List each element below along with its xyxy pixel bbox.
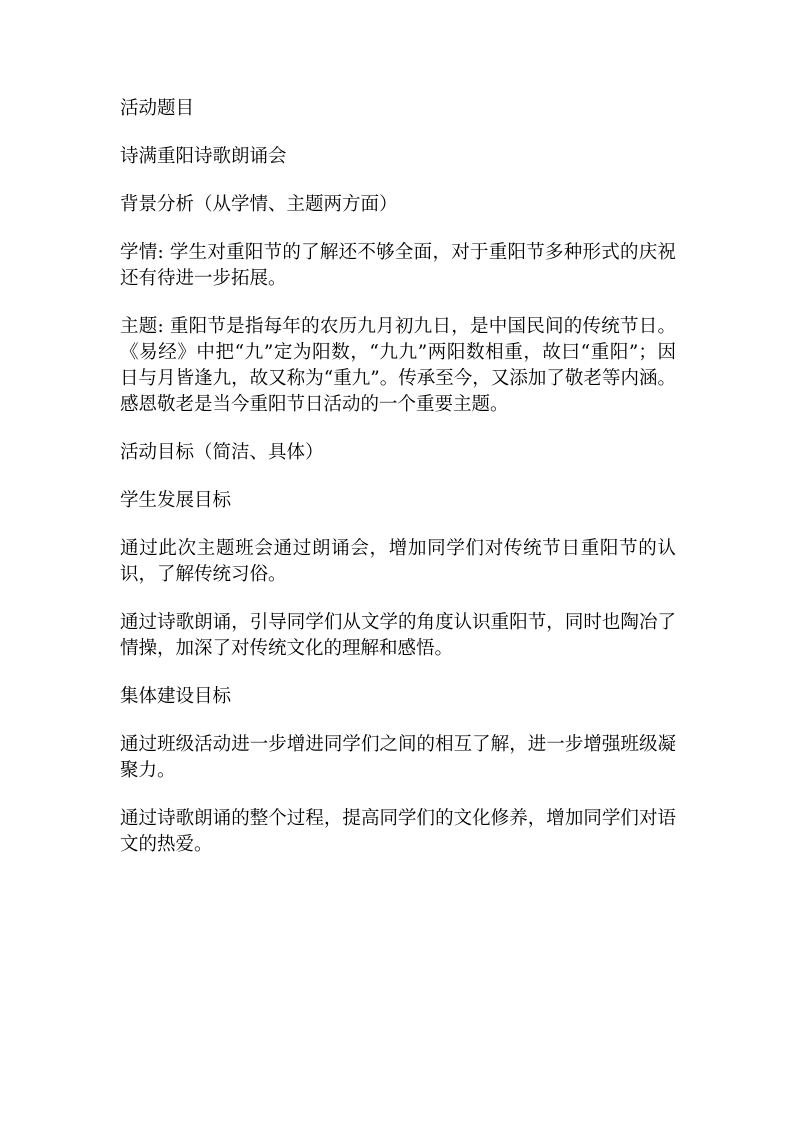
collective-goals-heading: 集体建设目标 <box>120 686 232 707</box>
collective-goal-paragraph-1: 通过班级活动进一步增进同学们之间的相互了解，进一步增强班级凝聚力。 <box>120 734 676 781</box>
document-page <box>120 96 676 880</box>
student-goals-heading: 学生发展目标 <box>120 490 232 511</box>
activity-title: 诗满重阳诗歌朗诵会 <box>120 146 287 167</box>
background-heading: 背景分析（从学情、主题两方面） <box>120 194 398 215</box>
student-goal-paragraph-1: 通过此次主题班会通过朗诵会，增加同学们对传统节日重阳节的认识，了解传统习俗。 <box>120 538 676 585</box>
theme-paragraph: 主题: 重阳节是指每年的农历九月初九日，是中国民间的传统节日。《易经》中把“九”定为阳数，“九九”两阳数相重，故曰“重阳”；因日与月皆逢九，故又称为“重九”。传承至今，又添加了敬老等内涵。感恩敬老是当今重阳节日活动的一个重要主题。 <box>120 316 676 415</box>
collective-goal-paragraph-2: 通过诗歌朗诵的整个过程，提高同学们的文化修养，增加同学们对语文的热爱。 <box>120 808 676 855</box>
objectives-heading: 活动目标（简洁、具体） <box>120 442 324 463</box>
student-goal-paragraph-2: 通过诗歌朗诵，引导同学们从文学的角度认识重阳节，同时也陶冶了情操，加深了对传统文化的理解和感悟。 <box>120 612 676 659</box>
student-situation-paragraph: 学情: 学生对重阳节的了解还不够全面，对于重阳节多种形式的庆祝还有待进一步拓展。 <box>120 242 676 289</box>
activity-title-heading: 活动题目 <box>120 98 195 119</box>
